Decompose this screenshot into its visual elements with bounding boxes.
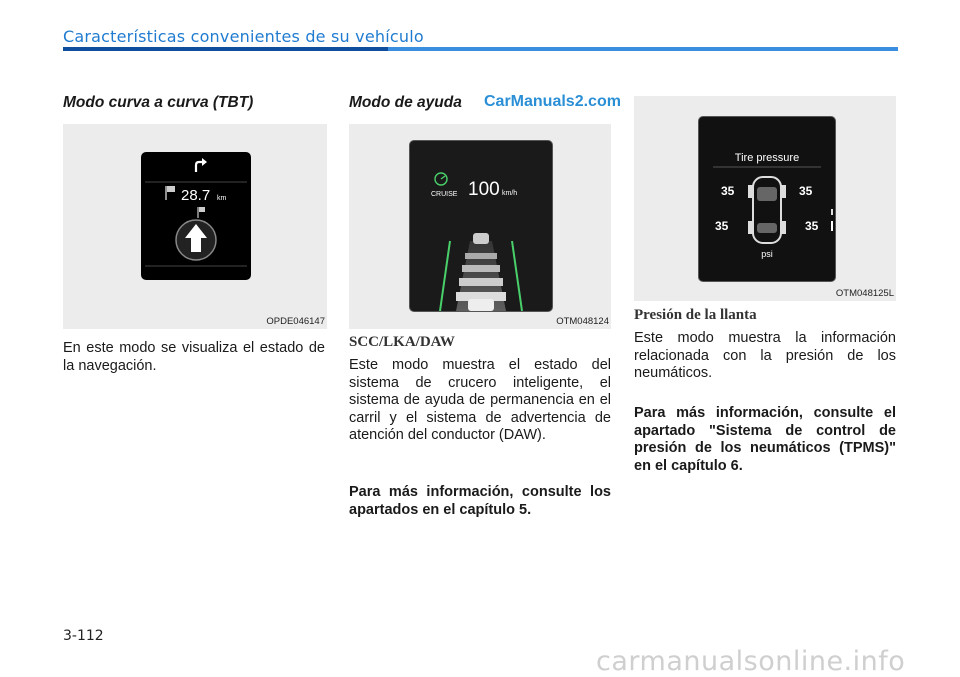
flag-icon — [166, 186, 175, 200]
assist-reference-note: Para más información, consulte los apartados en el capítulo 5. — [349, 484, 611, 518]
tbt-description: En este modo se visualiza el estado de la navegación. — [63, 340, 325, 374]
pressure-unit: psi — [761, 249, 773, 259]
assist-display — [409, 140, 553, 312]
scroll-indicator — [831, 221, 833, 231]
assist-figure — [349, 124, 611, 329]
tire-pressure-title: Tire pressure — [734, 152, 800, 164]
tire-pressure-figure — [634, 96, 896, 301]
car-top-view-icon — [748, 177, 786, 243]
assist-description: Este modo muestra el estado del sistema de crucero inteligente, el sistema de ayuda de permanencia en el carril y el sistema de advertencia de atención del conductor (DAW). — [349, 357, 611, 443]
distance-bar — [459, 278, 503, 286]
front-left-pressure: 35 — [721, 184, 735, 198]
distance-unit: km — [217, 195, 227, 202]
set-speed-value: 100 — [468, 179, 500, 200]
distance-bar — [462, 265, 500, 272]
scc-lka-daw-heading: SCC/LKA/DAW — [349, 334, 455, 350]
front-right-pressure: 35 — [799, 184, 813, 198]
watermark: CarManuals2.com — [484, 93, 621, 110]
navigation-display — [141, 152, 251, 280]
tbt-mode-heading: Modo curva a curva (TBT) — [63, 94, 254, 111]
lead-vehicle-icon — [473, 233, 489, 244]
tire-pressure-display — [698, 116, 836, 282]
footer-watermark: carmanualsonline.info — [596, 646, 906, 677]
assist-mode-heading: Modo de ayuda — [349, 94, 462, 111]
figure-code: OTM048124 — [556, 316, 609, 327]
rear-right-pressure: 35 — [805, 219, 819, 233]
rear-left-pressure: 35 — [715, 219, 729, 233]
distance-value: 28.7 — [181, 187, 211, 204]
scroll-indicator — [831, 209, 833, 215]
lane-line-left — [440, 241, 450, 311]
lane-line-right — [512, 241, 522, 311]
tbt-figure — [63, 124, 327, 329]
cruise-label: CRUISE — [431, 191, 458, 198]
destination-flag-icon — [198, 207, 205, 218]
distance-bar — [465, 253, 497, 259]
set-speed-unit: km/h — [502, 190, 518, 197]
tire-pressure-heading: Presión de la llanta — [634, 307, 757, 323]
section-title: Características convenientes de su vehículo — [63, 27, 424, 46]
header-rule-accent — [63, 47, 388, 51]
tire-pressure-reference-note: Para más información, consulte el apartado "Sistema de control de presión de los neumáticos (TPMS)" en el capítulo 6. — [634, 405, 896, 474]
page-number: 3-112 — [63, 628, 104, 644]
cruise-icon — [435, 173, 447, 185]
tire-pressure-description: Este modo muestra la información relacionada con la presión de los neumáticos. — [634, 330, 896, 381]
own-vehicle-icon — [468, 299, 494, 311]
figure-code: OPDE046147 — [266, 316, 325, 327]
figure-code: OTM048125L — [835, 288, 894, 299]
